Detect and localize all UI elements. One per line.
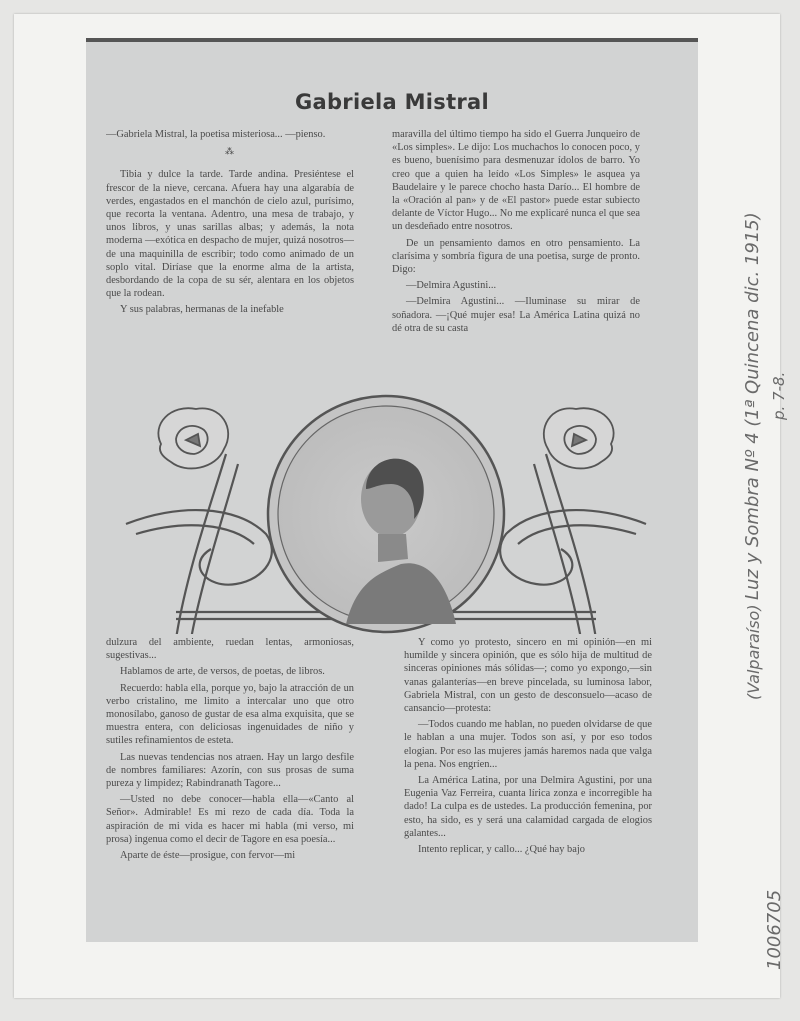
paragraph: Y sus palabras, hermanas de la inefable — [120, 304, 284, 316]
right-stem — [546, 454, 596, 634]
column-bottom-left — [106, 636, 354, 936]
handwritten-catalog-number: 1006705 — [764, 889, 785, 970]
handwritten-place-note: (Valparaíso) — [744, 604, 763, 700]
paragraph: maravilla del último tiempo ha sido el Guerra Junqueiro de «Los simples». Le dijo: Los muchachos lo conocen poco, y es bueno, buenísimo para desmenuzar ídolos de barro. Yo creo que a quien ha leído «Los Simples» le asquea ya Baudelaire y le parece chocho hasta Darío... El hombre de la «Oración al pan» y de «El pastor» puede estar subiecto delante de Víctor Hugo... No me explicaré nunca el que sea un desdeñado entre nosotros. — [392, 129, 640, 233]
paragraph: —Usted no debe conocer—habla ella—«Canto al Señor». Admirable! Es mi rezo de cada día. Toda la aspiración de mi vida es hacer mi habla (mi verso, mi prosa) ingenua como el decir de Tagore en esa poesía... — [106, 794, 354, 845]
paragraph: Y como yo protesto, sincero en mi opinión—en mi humilde y sincera opinión, que es sólo hija de multitud de sinceras opiniones más sólidas—; como yo expongo,—sin vanas galanterías—en breve pincelada, su luminosa labor, Gabriela Mistral, con un gesto de desconsuelo—acaso de cansancio—protesta: — [404, 637, 652, 715]
paragraph: Tibia y dulce la tarde. Tarde andina. Presiéntese el frescor de la nieve, cercana. Afuera hay una algarabía de verdes, engastados en el manchón de cielo azul, purísimo, que recorta la ventana. Adentro, una mesa de trabajo, y unos libros, y unas sarillas albas; y además, la nota moderna —exótica en despacho de mujer, quizá nosotros—de una maquinilla de escribir; todo como animado de un soplo vital. Diríase que la enorme alma de la artista, desbordando de la copa de su sér, alentara en los objetos que la rodean. — [106, 169, 354, 300]
right-rose — [544, 408, 614, 468]
right-swirl — [500, 510, 646, 585]
asterism: ⁂ — [225, 146, 235, 157]
column-top-left — [106, 128, 354, 400]
magazine-clipping — [86, 38, 698, 942]
paragraph: De un pensamiento damos en otro pensamiento. La clarísima y sombría figura de una poetisa, surge de pronto. Digo: — [392, 237, 640, 276]
paragraph: —Delmira Agustini... —Iluminase su mirar de soñadora. —¡Qué mujer esa! La América Latina quizá no dé otra de su casta — [392, 296, 640, 334]
paragraph: Hablamos de arte, de versos, de poetas, de libros. — [120, 666, 325, 678]
article-title: Gabriela Mistral — [294, 90, 490, 114]
column-top-right — [392, 128, 640, 398]
paragraph: La América Latina, por una Delmira Agustini, por una Eugenia Vaz Ferreira, cuanta lírica zonza e incorregible ha dado! La culpa es de ustedes. La producción femenina, por esto, ha sido, es y será una calamidad cargada de elogios galantes... — [404, 775, 652, 839]
portrait-ornament — [116, 384, 656, 634]
paragraph: dulzura del ambiente, ruedan lentas, armoniosas, sugestivas... — [106, 637, 354, 662]
paragraph: Aparte de éste—prosigue, con fervor—mi — [120, 850, 296, 862]
left-swirl — [126, 510, 272, 585]
handwritten-page-note: p. 7-8. — [770, 371, 788, 420]
paragraph: Las nuevas tendencias nos atraen. Hay un largo desfile de nombres familiares: Azorín, con sus prosas de suma pureza y limpidez; Rabindranath Tagore... — [106, 751, 354, 790]
paragraph: —Gabriela Mistral, la poetisa misteriosa... —pienso. — [106, 129, 326, 140]
paragraph: —Delmira Agustini... — [406, 280, 497, 292]
paragraph: —Todos cuando me hablan, no pueden olvidarse de que le hablan a una mujer. Todos son así, y por eso todos elogian. Por eso las mujeres jamás haremos nada que valga la pena. Nos engríen... — [404, 719, 652, 770]
column-bottom-right — [404, 636, 652, 936]
paragraph: Intento replicar, y callo... ¿Qué hay bajo — [418, 844, 585, 856]
left-stem — [176, 454, 226, 634]
handwritten-source-note: Luz y Sombra Nº 4 (1ª Quincena dic. 1915) — [742, 212, 763, 600]
left-rose — [158, 408, 228, 468]
paragraph: Recuerdo: habla ella, porque yo, bajo la atracción de un verbo cristalino, me limito a intercalar uno que otro monosílabo, ganoso de gustar de esa alma exquisita, que se muestra entera, con deliciosas ingenuidades de niño y sutiles refinamientos de esteta. — [106, 682, 354, 747]
